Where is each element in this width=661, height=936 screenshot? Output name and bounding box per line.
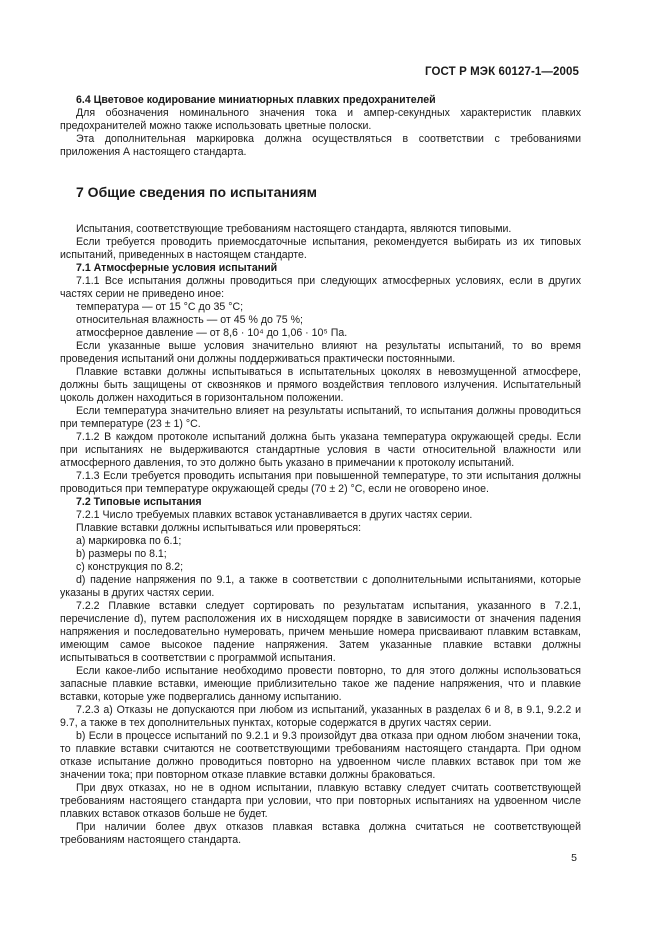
paragraph: b) Если в процессе испытаний по 9.2.1 и 9.3 произойдут два отказа при одном любом значении тока, то плавкие вставки считаются не соответствующими требованиям настоящего стандарта. При одном отказе испытание должно проводиться повторно на удвоенном числе плавких вставок при том же значении тока; при повторном отказе плавкие вставки должны браковаться. [60, 730, 581, 781]
paragraph: При двух отказах, но не в одном испытании, плавкую вставку следует считать соответствующей требованиям настоящего стандарта при условии, что при повторных испытаниях на удвоенном числе плавких вставок отказов больше не будет. [60, 782, 581, 820]
document-code-header: ГОСТ Р МЭК 60127-1—2005 [425, 66, 579, 78]
list-item: а) маркировка по 6.1; [76, 535, 182, 547]
paragraph: Эта дополнительная маркировка должна осуществляться в соответствии с требованиями приложения А настоящего стандарта. [60, 133, 581, 158]
section-6-4-heading: 6.4 Цветовое кодирование миниатюрных плавких предохранителей [76, 94, 436, 106]
page-number: 5 [571, 852, 577, 864]
paragraph: Для обозначения номинального значения тока и ампер-секундных характеристик плавких предохранителей можно также использовать цветные полоски. [60, 107, 581, 132]
paragraph: Плавкие вставки должны испытываться в испытательных цоколях в невозмущенной атмосфере, должны быть защищены от сквозняков и прямого воздействия теплового излучения. Испытательный цоколь должен находиться в горизонтальном положении. [60, 366, 581, 404]
paragraph: 7.2.3 а) Отказы не допускаются при любом из испытаний, указанных в разделах 6 и 8, в 9.1, 9.2.2 и 9.7, а также в тех дополнительных пунктах, которые содержатся в других частях серии. [60, 704, 581, 729]
document-body [60, 94, 581, 847]
paragraph: 7.1.1 Все испытания должны проводиться при следующих атмосферных условиях, если в других частях серии не приведено иное: [60, 275, 581, 300]
paragraph: Плавкие вставки должны испытываться или проверяться: [76, 522, 362, 534]
section-7-heading: 7 Общие сведения по испытаниям [76, 184, 318, 200]
condition-pressure: атмосферное давление — от 8,6 · 10⁴ до 1,06 · 10⁵ Па. [76, 327, 348, 339]
paragraph: 7.1.2 В каждом протоколе испытаний должна быть указана температура окружающей среды. Если при испытаниях не выдерживаются стандартные условия в части относительной влажности или атмосферного давления, то это должно быть указано в примечании к протоколу испытаний. [60, 431, 581, 469]
section-7-2-heading: 7.2 Типовые испытания [76, 496, 202, 508]
list-item: b) размеры по 8.1; [76, 548, 167, 560]
condition-temperature: температура — от 15 °С до 35 °С; [76, 301, 244, 313]
section-7-1-heading: 7.1 Атмосферные условия испытаний [76, 262, 278, 274]
paragraph: При наличии более двух отказов плавкая вставка должна считаться не соответствующей требованиям настоящего стандарта. [60, 821, 581, 846]
paragraph: 7.2.1 Число требуемых плавких вставок устанавливается в других частях серии. [76, 509, 473, 521]
paragraph: Испытания, соответствующие требованиям настоящего стандарта, являются типовыми. [76, 223, 512, 235]
list-item: c) конструкция по 8.2; [76, 561, 184, 573]
paragraph: Если температура значительно влияет на результаты испытаний, то испытания должны проводиться при температуре (23 ± 1) °С. [60, 405, 581, 430]
paragraph: 7.2.2 Плавкие вставки следует сортировать по результатам испытания, указанного в 7.2.1, перечисление d), путем расположения их в нисходящем порядке в зависимости от значения падения напряжения и последовательно нумеровать, причем меньшие номера присваивают плавким вставкам, имеющим самое высокое падение напряжения. Затем указанные плавкие вставки должны испытываться в соответствии с программой испытания. [60, 600, 581, 664]
paragraph: Если указанные выше условия значительно влияют на результаты испытаний, то во время проведения испытаний они должны поддерживаться практически постоянными. [60, 340, 581, 365]
paragraph: Если какое-либо испытание необходимо провести повторно, то для этого должны использоваться запасные плавкие вставки, имеющие приблизительно такое же падение напряжения, что и плавкие вставки, которые уже подвергались данному испытанию. [60, 665, 581, 703]
paragraph: Если требуется проводить приемосдаточные испытания, рекомендуется выбирать из их типовых испытаний, приведенных в настоящем стандарте. [60, 236, 581, 261]
list-item: d) падение напряжения по 9.1, а также в соответствии с дополнительными испытаниями, которые указаны в других частях серии. [60, 574, 581, 599]
paragraph: 7.1.3 Если требуется проводить испытания при повышенной температуре, то эти испытания должны проводиться при температуре окружающей среды (70 ± 2) °С, если не оговорено иное. [60, 470, 581, 495]
condition-humidity: относительная влажность — от 45 % до 75 %; [76, 314, 303, 326]
